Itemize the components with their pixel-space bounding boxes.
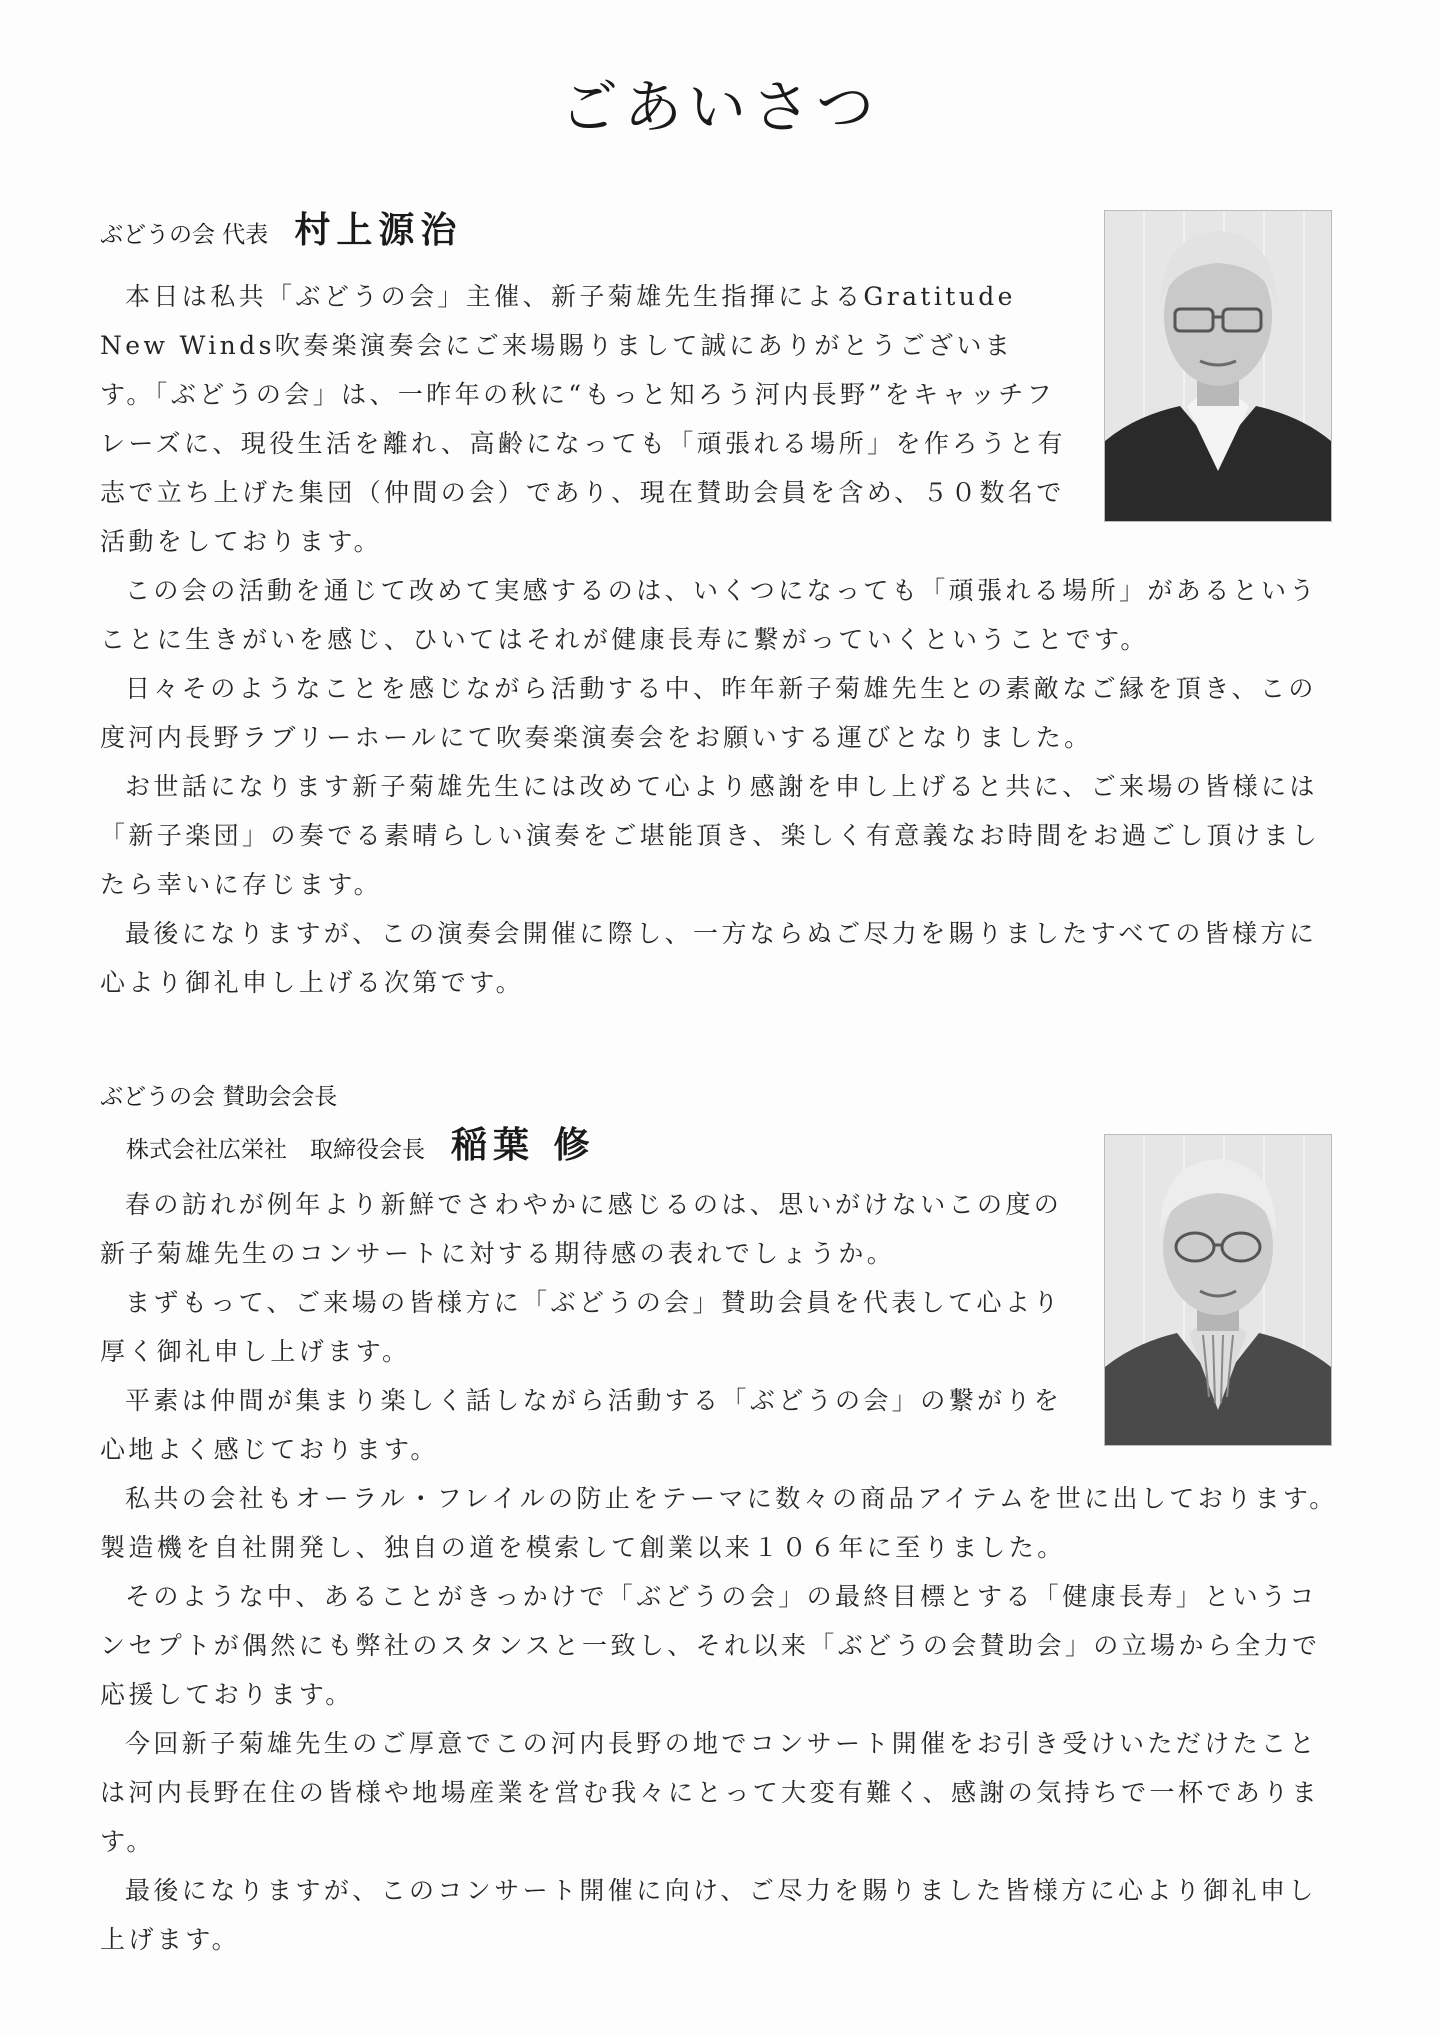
section2-company: 株式会社広栄社 取締役会長 — [126, 1137, 425, 1163]
page-title: ごあいさつ — [559, 73, 880, 141]
section2-paragraph: 平素は仲間が集まり楽しく話しながら活動する「ぶどうの会」の繋がりを心地よく感じております。 — [100, 1386, 1063, 1464]
section1-org: ぶどうの会 代表 — [100, 222, 269, 248]
section1-paragraph: 本日は私共「ぶどうの会」主催、新子菊雄先生指揮によるGratitude New Winds吹奏楽演奏会にご来場賜りまして誠にありがとうございます。「ぶどうの会」は、一昨年の秋に“もっと知ろう河内長野”をキャッチフレーズに、現役生活を離れ、高齢になっても「頑張れる場所」を作ろうと有志で立ち上げた集団（仲間の会）であり、現在賛助会員を含め、５０数名で活動をしております。 — [100, 282, 1066, 556]
section1-paragraph: この会の活動を通じて改めて実感するのは、いくつになっても「頑張れる場所」があるということに生きがいを感じ、ひいてはそれが健康長寿に繋がっていくということです。 — [100, 576, 1318, 654]
portrait-murakami — [1104, 210, 1332, 522]
section2-org: ぶどうの会 賛助会会長 — [100, 1084, 338, 1110]
section2-name: 稲葉 修 — [451, 1125, 596, 1166]
section2-text-block2 — [100, 1474, 1340, 1964]
section2-paragraph: 最後になりますが、このコンサート開催に向け、ご尽力を賜りました皆様方に心より御礼申し上げます。 — [100, 1876, 1317, 1954]
section1-name: 村上源治 — [294, 210, 463, 251]
section2-paragraph: まずもって、ご来場の皆様方に「ぶどうの会」賛助会員を代表して心より厚く御礼申し上げます。 — [100, 1288, 1062, 1366]
section1-text-block1 — [100, 272, 1066, 566]
portrait-murakami-figure — [1105, 211, 1331, 521]
section2-paragraph: 今回新子菊雄先生のご厚意でこの河内長野の地でコンサート開催をお引き受けいただけたことは河内長野在住の皆様や地場産業を営む我々にとって大変有難く、感謝の気持ちで一杯であります。 — [100, 1729, 1320, 1856]
section1-paragraph: 最後になりますが、この演奏会開催に際し、一方ならぬご尽力を賜りましたすべての皆様方に心より御礼申し上げる次第です。 — [100, 919, 1318, 997]
section2-paragraph: 私共の会社もオーラル・フレイルの防止をテーマに数々の商品アイテムを世に出しております。製造機を自社開発し、独自の道を模索して創業以来１０６年に至りました。 — [100, 1484, 1338, 1562]
portrait-inaba-figure — [1105, 1135, 1331, 1445]
section1-paragraph: お世話になります新子菊雄先生には改めて心より感謝を申し上げると共に、ご来場の皆様には「新子楽団」の奏でる素晴らしい演奏をご堪能頂き、楽しく有意義なお時間をお過ごし頂けましたら幸いに存じます。 — [100, 772, 1321, 899]
section1-text-block2 — [100, 566, 1340, 1007]
portrait-inaba — [1104, 1134, 1332, 1446]
section2-paragraph: そのような中、あることがきっかけで「ぶどうの会」の最終目標とする「健康長寿」というコンセプトが偶然にも弊社のスタンスと一致し、それ以来「ぶどうの会賛助会」の立場から全力で応援しております。 — [100, 1582, 1321, 1709]
section1-paragraph: 日々そのようなことを感じながら活動する中、昨年新子菊雄先生との素敵なご縁を頂き、この度河内長野ラブリーホールにて吹奏楽演奏会をお願いする運びとなりました。 — [100, 674, 1317, 752]
section2-text-block1 — [100, 1180, 1066, 1474]
section2-header — [100, 1078, 596, 1168]
section2-paragraph: 春の訪れが例年より新鮮でさわやかに感じるのは、思いがけないこの度の新子菊雄先生のコンサートに対する期待感の表れでしょうか。 — [100, 1190, 1063, 1268]
section1-header — [100, 202, 462, 253]
